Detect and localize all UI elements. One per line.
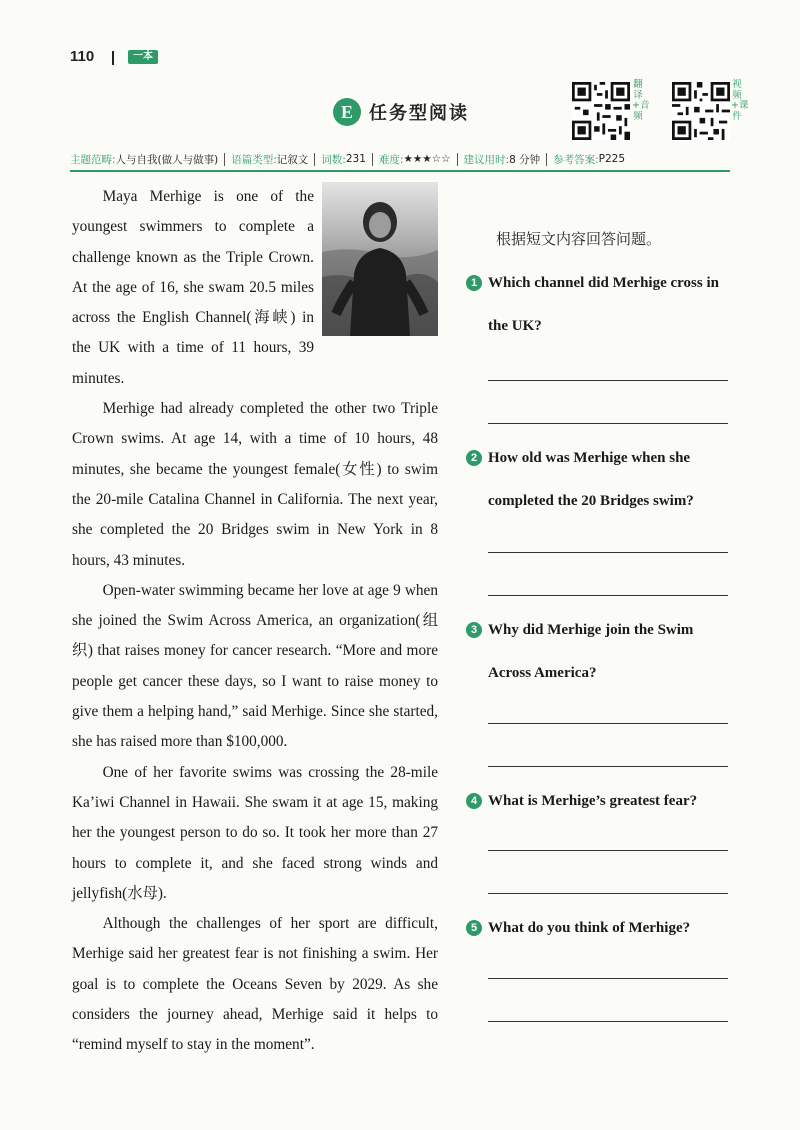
answer-line[interactable] [488,423,728,424]
reading-passage [72,182,438,1061]
question-2 [466,445,736,523]
qr-right-label: 视频+课件 [731,79,749,122]
passage-paragraph: Open-water swimming became her love at age 9 when she joined the Swim Across America, an organization(组织) that raises money for cancer research. “More and more people get cancer these days, so I want to raise money to give them a helping hand,” said Merhige. Since she started, she has raised more than $100,000. [72,581,438,751]
passage-paragraph: Merhige had already completed the other two Triple Crown swims. At age 14, with a time of 10 hours, 48 minutes, she became the youngest female(女性) to swim the 20-mile Catalina Channel in California. The next year, she completed the 20 Bridges swim in New York in 8 hours, 43 minutes. [72,400,438,569]
question-number-badge: 3 [466,622,482,638]
meta-divider [457,153,458,166]
meta-divider [224,153,225,166]
answer-line[interactable] [488,850,728,851]
meta-divider [546,153,547,166]
qr-left-label: 翻译+音频 [632,79,650,122]
answer-line[interactable] [488,595,728,596]
passage-paragraph: Although the challenges of her sport are difficult, Merhige said her greatest fear is not finishing a swim. Her goal is to complete the Oceans Seven by 2029. As she considers the journey ahead, Merhige said it helps to “remind myself to stay in the moment”. [72,915,438,1054]
page-number: 110 [70,48,95,65]
question-number-badge: 2 [466,450,482,466]
qr-code-icon [672,82,730,140]
task-instruction: 根据短文内容回答问题。 [496,230,662,248]
qr-code-video-courseware[interactable] [672,82,730,140]
passage-paragraph: Maya Merhige is one of the youngest swimmers to complete a challenge known as the Triple Crown. At the age of 16, she swam 20.5 miles across the English Channel(海峡) in the UK with a time of 11 hours, 39 minutes. [72,188,314,387]
question-number-badge: 5 [466,920,482,936]
meta-theme: 主题范畴: 人与自我(做人与做事) [70,153,219,166]
answer-line[interactable] [488,893,728,894]
question-5 [466,915,736,950]
answer-line[interactable] [488,380,728,381]
section-letter-badge: E [333,98,361,126]
qr-code-icon [572,82,630,140]
meta-answer-ref: 参考答案: P225 [553,153,626,166]
answer-line[interactable] [488,978,728,979]
question-text: What do you think of Merhige? [488,920,691,936]
question-text: Which channel did Merhige cross in the UK? [488,275,719,334]
page-number-divider [112,51,114,65]
difficulty-stars: ★★★☆☆ [403,153,451,165]
swimmer-photo-image [322,182,438,336]
answer-line[interactable] [488,723,728,724]
question-1 [466,270,736,348]
question-number-badge: 4 [466,793,482,809]
meta-difficulty: 难度: ★★★☆☆ [378,153,451,166]
section-title [333,98,469,126]
swimmer-photo [322,182,438,336]
question-text: Why did Merhige join the Swim Across America? [488,622,694,681]
answer-line[interactable] [488,552,728,553]
meta-divider [372,153,373,166]
passage-paragraph: One of her favorite swims was crossing the 28-mile Ka’iwi Channel in Hawaii. She swam it at age 15, making her the youngest person to do so. It took her more than 27 hours to complete it, and she faced strong winds and jellyfish(水母). [72,763,438,902]
qr-code-translation-audio[interactable] [572,82,630,140]
answer-line[interactable] [488,766,728,767]
question-text: How old was Merhige when she completed the 20 Bridges swim? [488,450,694,509]
meta-suggested-time: 建议用时: 8 分钟 [463,153,541,166]
meta-word-count: 词数: 231 [321,153,366,166]
meta-info-bar [70,148,730,172]
meta-genre: 语篇类型: 记叙文 [231,153,309,166]
question-3 [466,617,736,695]
section-title-text: 任务型阅读 [369,103,469,124]
brand-logo: 一本 [128,50,158,64]
question-4 [466,788,736,823]
answer-line[interactable] [488,1021,728,1022]
question-text: What is Merhige’s greatest fear? [488,793,698,809]
meta-divider [314,153,315,166]
question-number-badge: 1 [466,275,482,291]
